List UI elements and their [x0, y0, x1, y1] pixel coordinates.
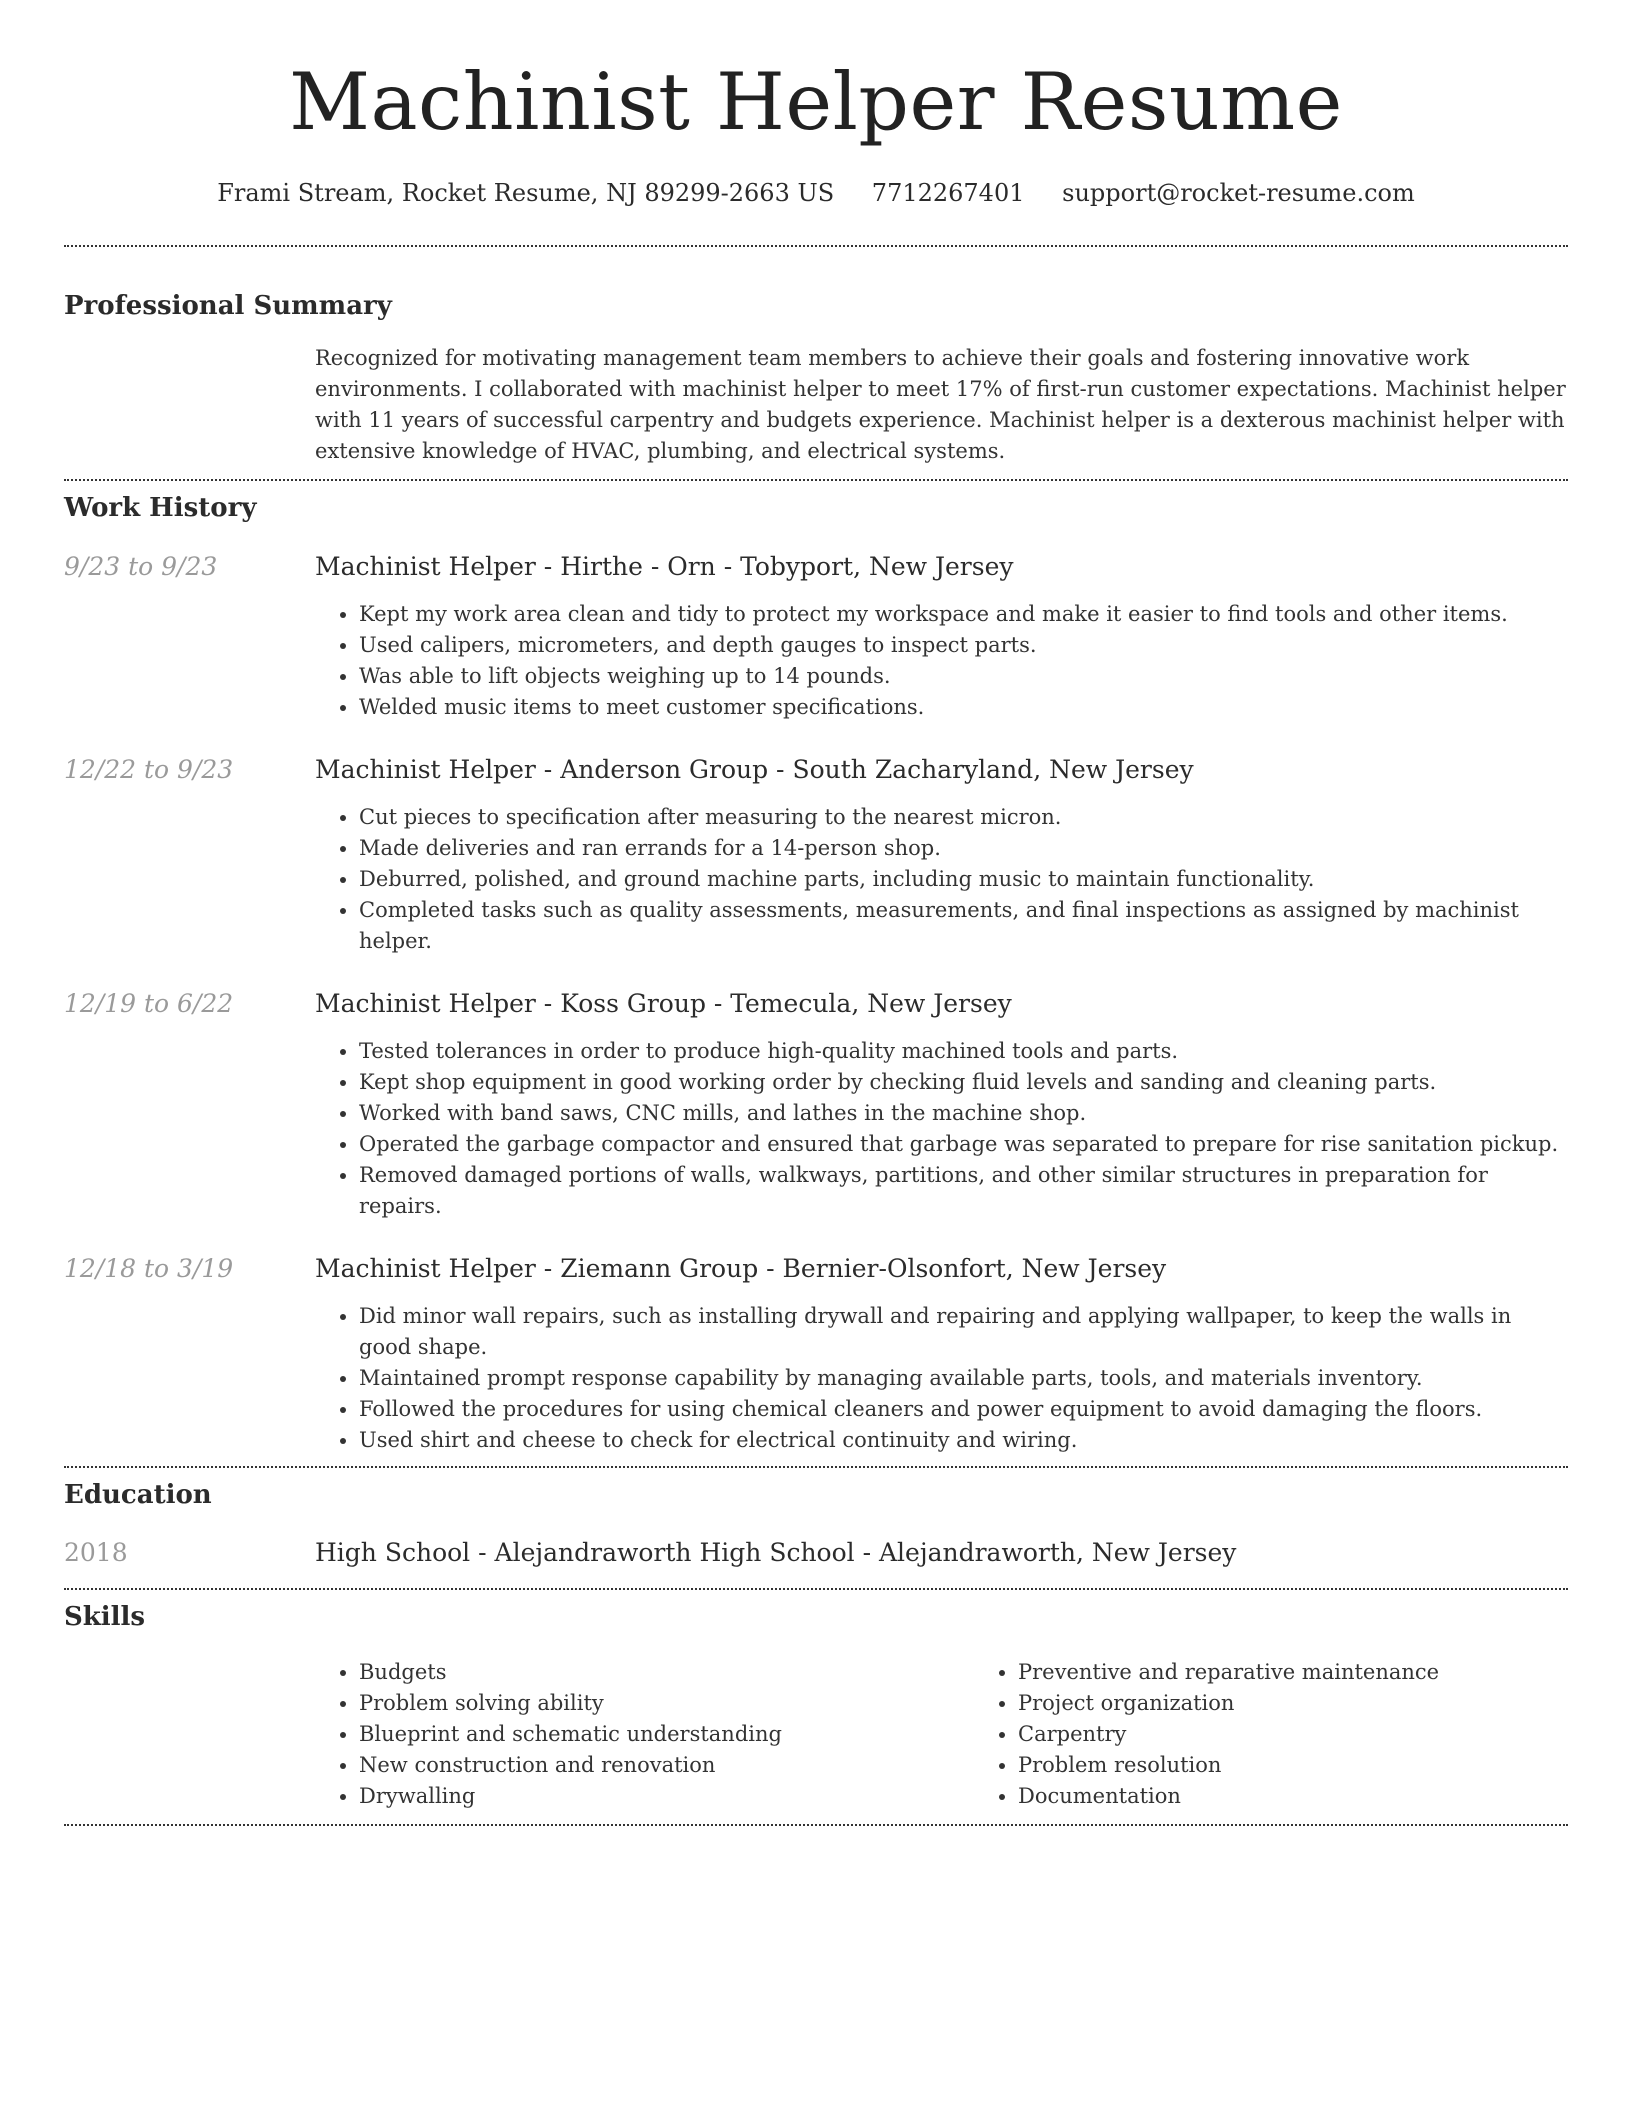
summary-text: Recognized for motivating management team members to achieve their goals and fostering innovative work environments. I collaborated with machinist helper to meet 17% of first-run customer expectations. Machinist helper with 11 years of successful carpentry and budgets experience. Machinist helper is a dexterous machinist helper with extensive knowledge of HVAC, plumbing, and electrical systems. [315, 346, 1566, 463]
job-entry [64, 988, 1568, 1222]
skill-item: • Project organization [1018, 1688, 1632, 1719]
job-bullets [315, 1301, 1568, 1456]
job-bullets [315, 1036, 1568, 1222]
header-divider [64, 245, 1568, 247]
job-dates: 12/22 to 9/23 [64, 755, 234, 784]
job-bullet: • Maintained prompt response capability by managing available parts, tools, and materials inventory. [359, 1363, 1568, 1394]
summary-heading: Professional Summary [64, 291, 392, 321]
job-bullet: • Welded music items to meet customer specifications. [359, 692, 1568, 723]
job-bullets [315, 599, 1568, 723]
skill-item: • Carpentry [1018, 1719, 1632, 1750]
skill-item: • Documentation [1018, 1781, 1632, 1812]
skill-item: • Budgets [359, 1657, 974, 1688]
job-bullet: • Used shirt and cheese to check for electrical continuity and wiring. [359, 1425, 1568, 1456]
work-history-section [64, 492, 1568, 1456]
job-bullets [315, 802, 1568, 957]
job-title: Machinist Helper - Koss Group - Temecula, New Jersey [315, 989, 1012, 1018]
job-bullet: • Worked with band saws, CNC mills, and lathes in the machine shop. [359, 1098, 1568, 1129]
job-dates: 12/19 to 6/22 [64, 989, 234, 1018]
job-bullet: • Deburred, polished, and ground machine parts, including music to maintain functionality. [359, 864, 1568, 895]
job-bullet: • Followed the procedures for using chemical cleaners and power equipment to avoid damaging the floors. [359, 1394, 1568, 1425]
education-entry [64, 1537, 1568, 1569]
education-section [64, 1479, 1568, 1569]
job-bullet: • Was able to lift objects weighing up to 14 pounds. [359, 661, 1568, 692]
job-dates: 9/23 to 9/23 [64, 552, 218, 581]
job-bullet: • Used calipers, micrometers, and depth gauges to inspect parts. [359, 630, 1568, 661]
skills-divider [64, 1824, 1568, 1826]
skills-section [64, 1601, 1568, 1812]
job-bullet: • Cut pieces to specification after measuring to the nearest micron. [359, 802, 1568, 833]
contact-address: Frami Stream, Rocket Resume, NJ 89299-2663 US [217, 179, 835, 207]
skills-list-right [974, 1657, 1632, 1812]
skill-item: • Problem solving ability [359, 1688, 974, 1719]
job-bullet: • Did minor wall repairs, such as installing drywall and repairing and applying wallpaper, to keep the walls in good shape. [359, 1301, 1568, 1363]
job-bullet: • Operated the garbage compactor and ensured that garbage was separated to prepare for rise sanitation pickup. [359, 1129, 1568, 1160]
education-divider [64, 1588, 1568, 1590]
education-title: High School - Alejandraworth High School - Alejandraworth, New Jersey [315, 1538, 1237, 1567]
contact-phone[interactable]: 7712267401 [871, 179, 1025, 207]
skill-item: • New construction and renovation [359, 1750, 974, 1781]
resume-title: Machinist Helper Resume [289, 56, 1343, 148]
job-bullet: • Kept shop equipment in good working order by checking fluid levels and sanding and cleaning parts. [359, 1067, 1568, 1098]
job-bullet: • Made deliveries and ran errands for a 14-person shop. [359, 833, 1568, 864]
job-title: Machinist Helper - Anderson Group - South Zacharyland, New Jersey [315, 755, 1194, 784]
skills-columns [315, 1657, 1632, 1812]
skill-item: • Problem resolution [1018, 1750, 1632, 1781]
skills-heading: Skills [64, 1602, 146, 1632]
job-entry [64, 754, 1568, 957]
education-year: 2018 [64, 1538, 128, 1567]
work-history-divider [64, 1466, 1568, 1468]
summary-divider [64, 479, 1568, 481]
job-title: Machinist Helper - Ziemann Group - Bernier-Olsonfort, New Jersey [315, 1254, 1167, 1283]
job-bullet: • Tested tolerances in order to produce high-quality machined tools and parts. [359, 1036, 1568, 1067]
work-history-heading: Work History [64, 493, 257, 523]
job-title: Machinist Helper - Hirthe - Orn - Tobyport, New Jersey [315, 552, 1014, 581]
skills-list-left [315, 1657, 974, 1812]
skill-item: • Blueprint and schematic understanding [359, 1719, 974, 1750]
job-entry [64, 1253, 1568, 1456]
contact-line [64, 178, 1568, 208]
skill-item: • Drywalling [359, 1781, 974, 1812]
job-bullet: • Completed tasks such as quality assessments, measurements, and final inspections as assigned by machinist helper. [359, 895, 1568, 957]
skill-item: • Preventive and reparative maintenance [1018, 1657, 1632, 1688]
contact-email[interactable]: support@rocket-resume.com [1062, 179, 1415, 207]
education-heading: Education [64, 1480, 212, 1510]
job-dates: 12/18 to 3/19 [64, 1254, 234, 1283]
summary-section [64, 290, 1568, 467]
job-entry [64, 551, 1568, 723]
job-bullet: • Kept my work area clean and tidy to protect my workspace and make it easier to find tools and other items. [359, 599, 1568, 630]
job-bullet: • Removed damaged portions of walls, walkways, partitions, and other similar structures in preparation for repairs. [359, 1160, 1568, 1222]
